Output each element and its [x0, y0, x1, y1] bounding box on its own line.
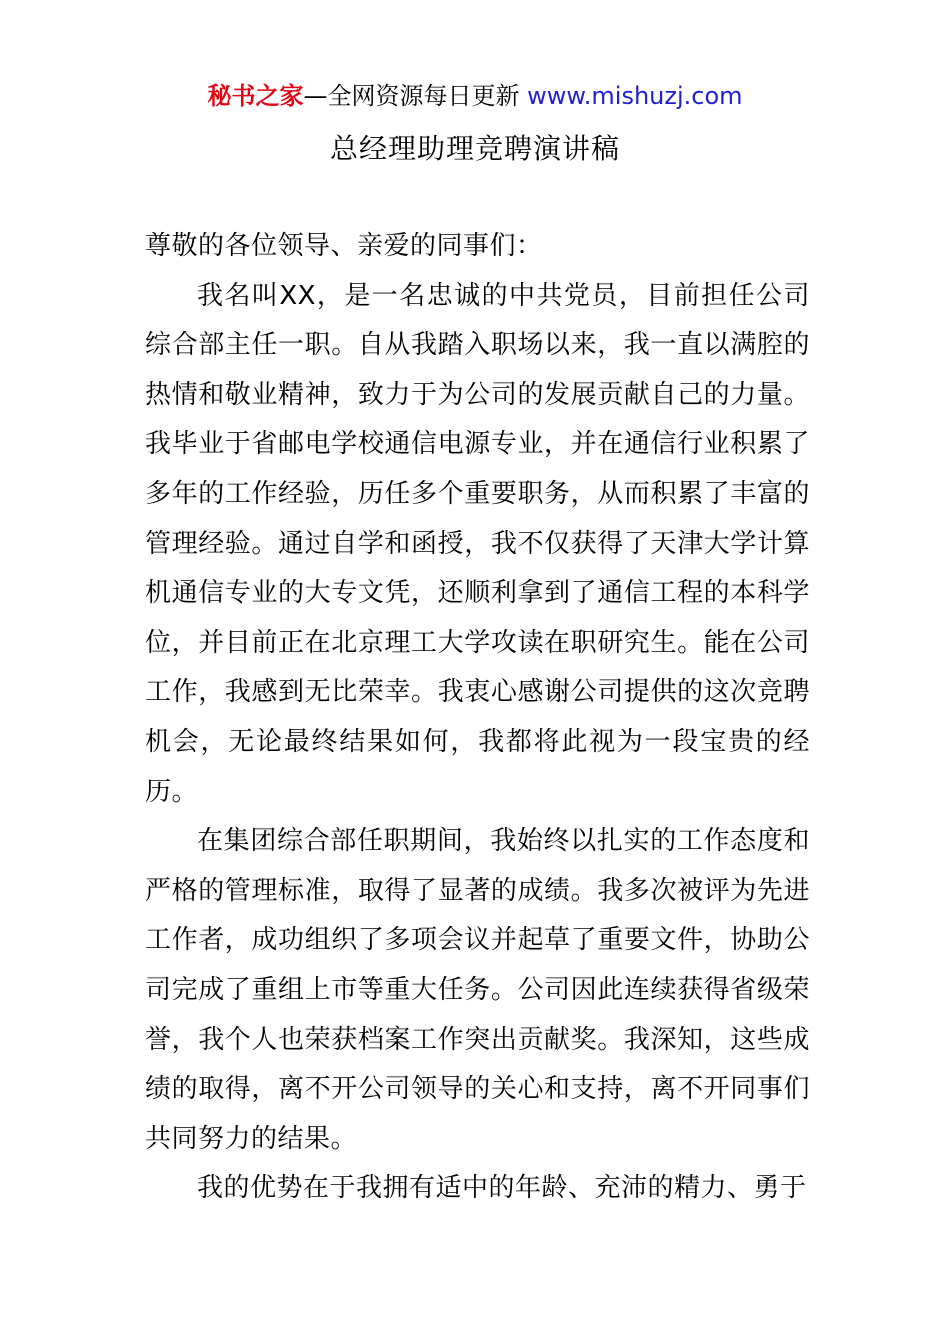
site-header — [0, 80, 950, 112]
document-title: 总经理助理竞聘演讲稿 — [329, 132, 620, 165]
brand-name: 秘书之家 — [207, 82, 304, 110]
paragraph-3: 我的优势在于我拥有适中的年龄、充沛的精力、勇于 — [197, 1173, 807, 1204]
site-url-link[interactable]: www.mishuzj.com — [527, 82, 743, 110]
paragraph-2: 在集团综合部任职期间，我始终以扎实的工作态度和严格的管理标准，取得了显著的成绩。我多次被评为先进工作者，成功组织了多项会议并起草了重要文件，协助公司完成了重组上市等重大任务。公司因此连续获得省级荣誉，我个人也荣获档案工作突出贡献奖。我深知，这些成绩的取得，离不开公司领导的关心和支持，离不开同事们共同努力的结果。 — [145, 826, 810, 1154]
header-tagline: —全网资源每日更新 — [303, 82, 528, 110]
salutation: 尊敬的各位领导、亲爱的同事们： — [145, 231, 543, 261]
paragraph-1: 我名叫XX，是一名忠诚的中共党员，目前担任公司综合部主任一职。自从我踏入职场以来，我一直以满腔的热情和敬业精神，致力于为公司的发展贡献自己的力量。我毕业于省邮电学校通信电源专业，并在通信行业积累了多年的工作经验，历任多个重要职务，从而积累了丰富的管理经验。通过自学和函授，我不仅获得了天津大学计算机通信专业的大专文凭，还顺利拿到了通信工程的本科学位，并目前正在北京理工大学攻读在职研究生。能在公司工作，我感到无比荣幸。我衷心感谢公司提供的这次竞聘机会，无论最终结果如何，我都将此视为一段宝贵的经历。 — [145, 280, 810, 807]
document-body — [145, 222, 810, 1214]
